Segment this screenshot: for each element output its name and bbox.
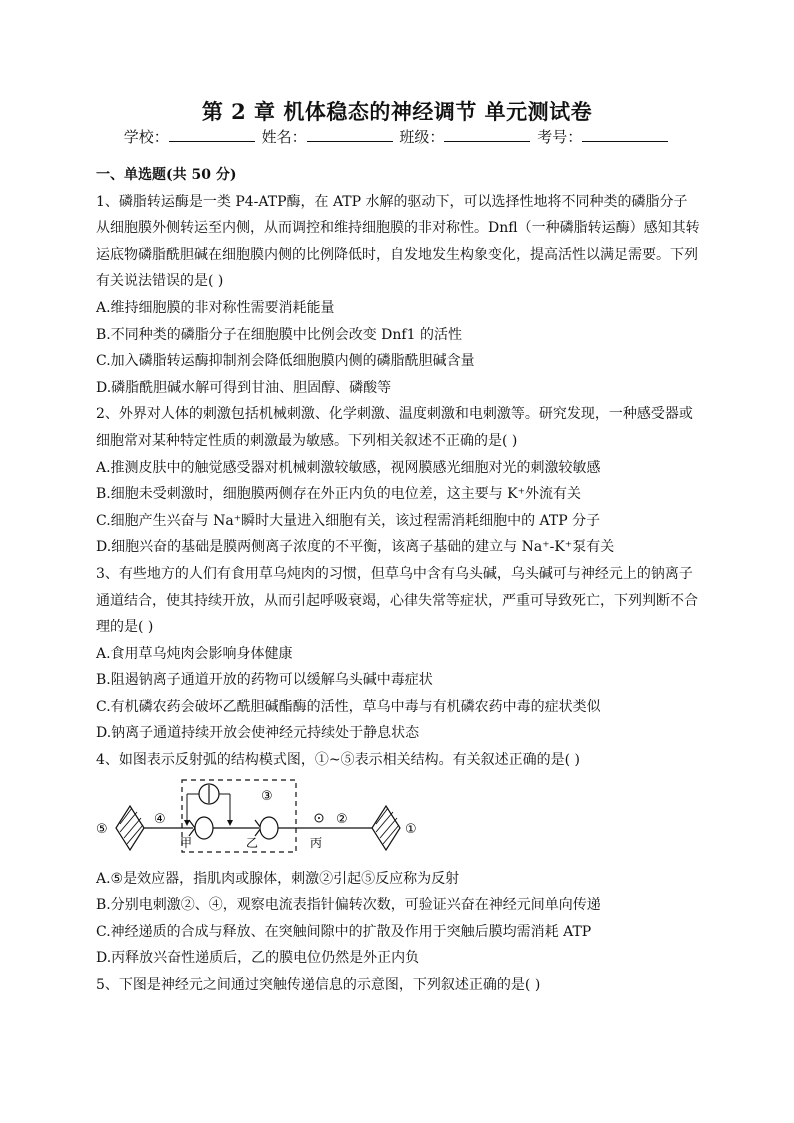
option-b: B.分别电刺激②、④，观察电流表指针偏转次数，可验证兴奋在神经元间单向传递 bbox=[96, 897, 601, 914]
label-1: ① bbox=[405, 821, 417, 837]
option-b: B.细胞未受刺激时，细胞膜两侧存在外正内负的电位差，这主要与 K⁺外流有关 bbox=[96, 486, 582, 503]
neuron-cell-body-yi bbox=[260, 817, 278, 839]
option-a: A.维持细胞膜的非对称性需要消耗能量 bbox=[96, 299, 335, 316]
label-2: ② bbox=[336, 811, 348, 827]
name-label: 姓名： bbox=[261, 128, 307, 146]
label-5: ⑤ bbox=[96, 821, 108, 837]
option-a: A.⑤是效应器，指肌肉或腺体，刺激②引起⑤反应称为反射 bbox=[96, 870, 460, 887]
name-blank[interactable] bbox=[307, 127, 393, 142]
label-3: ③ bbox=[261, 788, 273, 804]
option-a: A.食用草乌炖肉会影响身体健康 bbox=[96, 645, 293, 662]
question-stem: 2、外界对人体的刺激包括机械刺激、化学刺激、温度刺激和电刺激等。研究发现，一种感受器或细胞常对某种特定性质的刺激最为敏感。下列相关叙述不正确的是( ) bbox=[96, 406, 693, 449]
left-hatched-organ bbox=[116, 806, 144, 850]
question-stem: 3、有些地方的人们有食用草乌炖肉的习惯，但草乌中含有乌头碱，乌头碱可与神经元上的钠离子通道结合，使其持续开放，从而引起呼吸衰竭，心律失常等症状，严重可导致死亡，下列判断不合理的是( ) bbox=[96, 565, 698, 636]
school-blank[interactable] bbox=[169, 127, 255, 142]
question-stem: 5、下图是神经元之间通过突触传递信息的示意图，下列叙述正确的是( ) bbox=[96, 977, 541, 994]
question-content bbox=[96, 162, 700, 999]
label-yi: 乙 bbox=[246, 835, 259, 850]
exam-number-label: 考号： bbox=[537, 128, 583, 146]
electrode-arrow-left bbox=[184, 820, 190, 826]
school-label: 学校： bbox=[123, 128, 169, 146]
class-blank[interactable] bbox=[444, 127, 530, 142]
label-bing: 丙 bbox=[310, 835, 323, 850]
question-stem: 4、如图表示反射弧的结构模式图，①~⑤表示相关结构。有关叙述正确的是( ) bbox=[96, 752, 581, 769]
option-c: C.神经递质的合成与释放、在突触间隙中的扩散及作用于突触后膜均需消耗 ATP bbox=[96, 923, 592, 940]
option-d: D.丙释放兴奋性递质后，乙的膜电位仍然是外正内负 bbox=[96, 950, 420, 967]
page-title: 第 2 章 机体稳态的神经调节 单元测试卷 bbox=[201, 99, 593, 124]
option-b: B.阻遏钠离子通道开放的药物可以缓解乌头碱中毒症状 bbox=[96, 672, 433, 689]
reflex-arc-diagram bbox=[96, 776, 700, 862]
right-hatched-organ bbox=[372, 806, 400, 850]
neuron-cell-body-jia bbox=[195, 817, 213, 839]
option-c: C.加入磷脂转运酶抑制剂会降低细胞膜内侧的磷脂酰胆碱含量 bbox=[96, 353, 475, 370]
option-d: D.钠离子通道持续开放会使神经元持续处于静息状态 bbox=[96, 725, 420, 742]
label-jia: 甲 bbox=[180, 835, 193, 850]
option-d: D.磷脂酰胆碱水解可得到甘油、胆固醇、磷酸等 bbox=[96, 379, 392, 396]
reflex-arc-svg bbox=[96, 776, 426, 862]
option-c: C.有机磷农药会破坏乙酰胆碱酯酶的活性，草乌中毒与有机磷农药中毒的症状类似 bbox=[96, 698, 601, 715]
exam-number-blank[interactable] bbox=[582, 127, 668, 142]
option-a: A.推测皮肤中的触觉感受器对机械刺激较敏感，视网膜感光细胞对光的刺激较敏感 bbox=[96, 459, 601, 476]
label-4: ④ bbox=[154, 811, 166, 827]
electrode-arrow-right bbox=[227, 820, 233, 826]
student-info-line bbox=[0, 126, 794, 147]
question-stem: 1、磷脂转运酶是一类 P4-ATP酶，在 ATP 水解的驱动下，可以选择性地将不同种类的磷脂分子从细胞膜外侧转运至内侧，从而调控和维持细胞膜的非对称性。Dnfl（一种磷脂转运酶）感知其转运底物磷脂酰胆碱在细胞膜内侧的比例降低时，自发地发生构象变化，提高活性以满足需要。下列有关说法错误的是( ) bbox=[96, 193, 700, 290]
section-title: 一、单选题(共 50 分) bbox=[96, 167, 237, 183]
option-c: C.细胞产生兴奋与 Na⁺瞬时大量进入细胞有关，该过程需消耗细胞中的 ATP 分子 bbox=[96, 512, 601, 529]
option-b: B.不同种类的磷脂分子在细胞膜中比例会改变 Dnf1 的活性 bbox=[96, 326, 462, 343]
class-label: 班级： bbox=[399, 128, 445, 146]
option-d: D.细胞兴奋的基础是膜两侧离子浓度的不平衡，该离子基础的建立与 Na⁺-K⁺泵有关 bbox=[96, 539, 615, 556]
